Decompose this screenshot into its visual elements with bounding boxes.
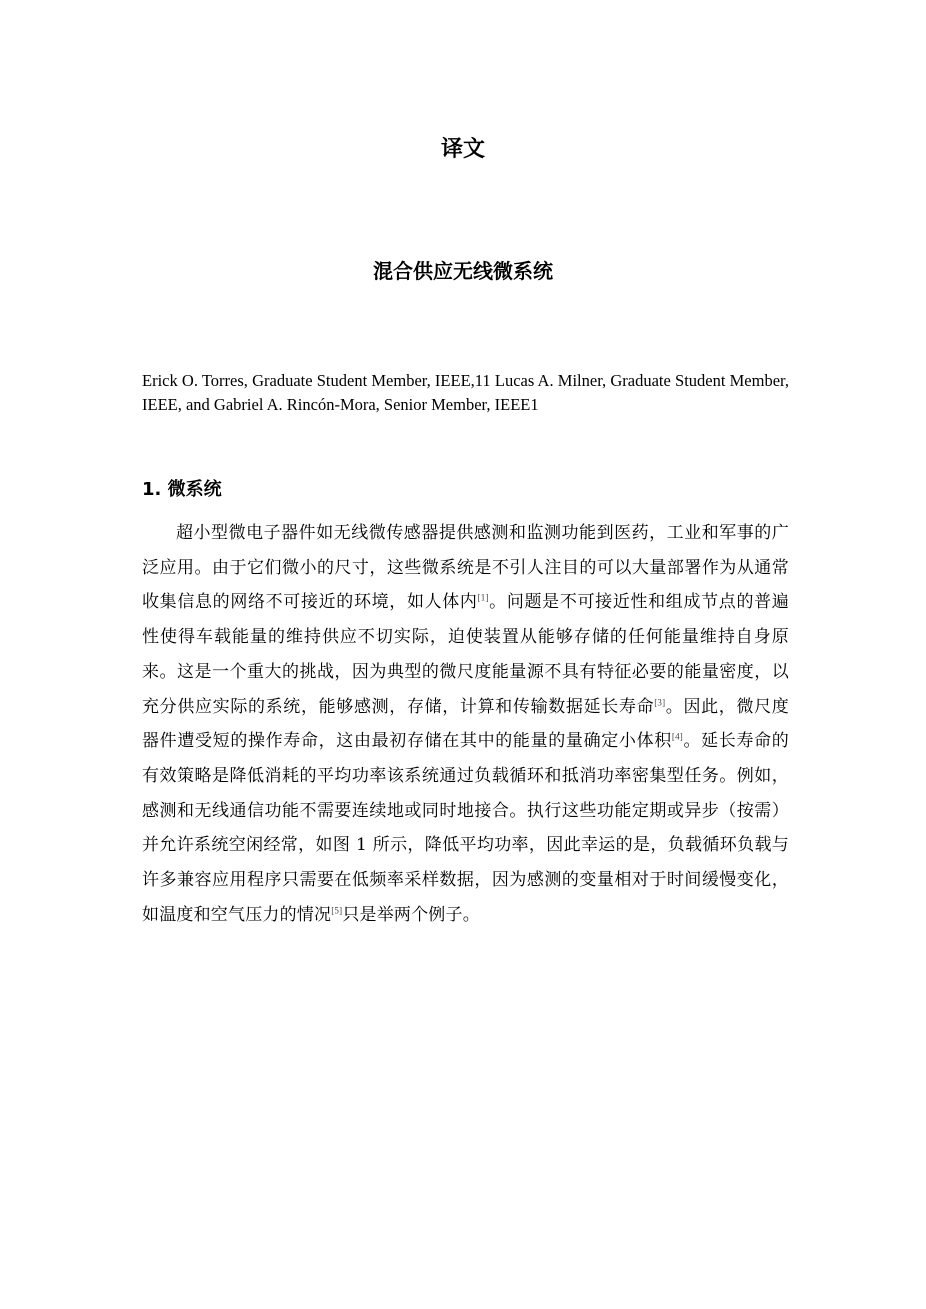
paragraph-text: 。问题是不可接近性和组成节点的普遍性使得车载能量的维持供应不切实际，迫使装置从能够存储的任何能量维持自身原来。这是一个重大的挑战，因为典型的微尺度能量源不具有特征必要的能量密度，以充分供应实际的系统，能够感测，存储，计算和传输数据延长寿命 <box>142 592 789 717</box>
document-label: 译文 <box>440 137 485 162</box>
author-list: Erick O. Torres, Graduate Student Member, IEEE,11 Lucas A. Milner, Graduate Student Member, IEEE, and Gabriel A. Rincón-Mora, Senior Member, IEEE1 <box>142 371 789 414</box>
citation-ref: [3] <box>654 696 666 707</box>
paragraph-text: 只是举两个例子。 <box>342 904 480 925</box>
citation-ref: [5] <box>331 905 343 916</box>
citation-ref: [1] <box>477 592 489 603</box>
paragraph-text: 超小型微电子器件如无线微传感器提供感测和监测功能到医药，工业和军事的广泛应用。由于它们微小的尺寸，这些微系统是不引人注目的可以大量部署作为从通常收集信息的网络不可接近的环境，如人体内 <box>142 523 789 613</box>
paper-title: 混合供应无线微系统 <box>373 259 553 283</box>
citation-ref: [4] <box>671 731 684 742</box>
paragraph-text: 。因此，微尺度器件遭受短的操作寿命，这由最初存储在其中的能量的量确定小体积 <box>142 696 789 752</box>
section-paragraph <box>142 516 789 932</box>
paragraph-text: 。延长寿命的有效策略是降低消耗的平均功率该系统通过负载循环和抵消功率密集型任务。例如，感测和无线通信功能不需要连续地或同时地接合。执行这些功能定期或异步（按需）并允许系统空闲经常，如图 1 所示，降低平均功率，因此幸运的是，负载循环负载与许多兼容应用程序只需要在低频率采样数据，因为感测的变量相对于时间缓慢变化，如温度和空气压力的情况 <box>142 731 789 925</box>
section-heading: 1. 微系统 <box>142 479 222 500</box>
